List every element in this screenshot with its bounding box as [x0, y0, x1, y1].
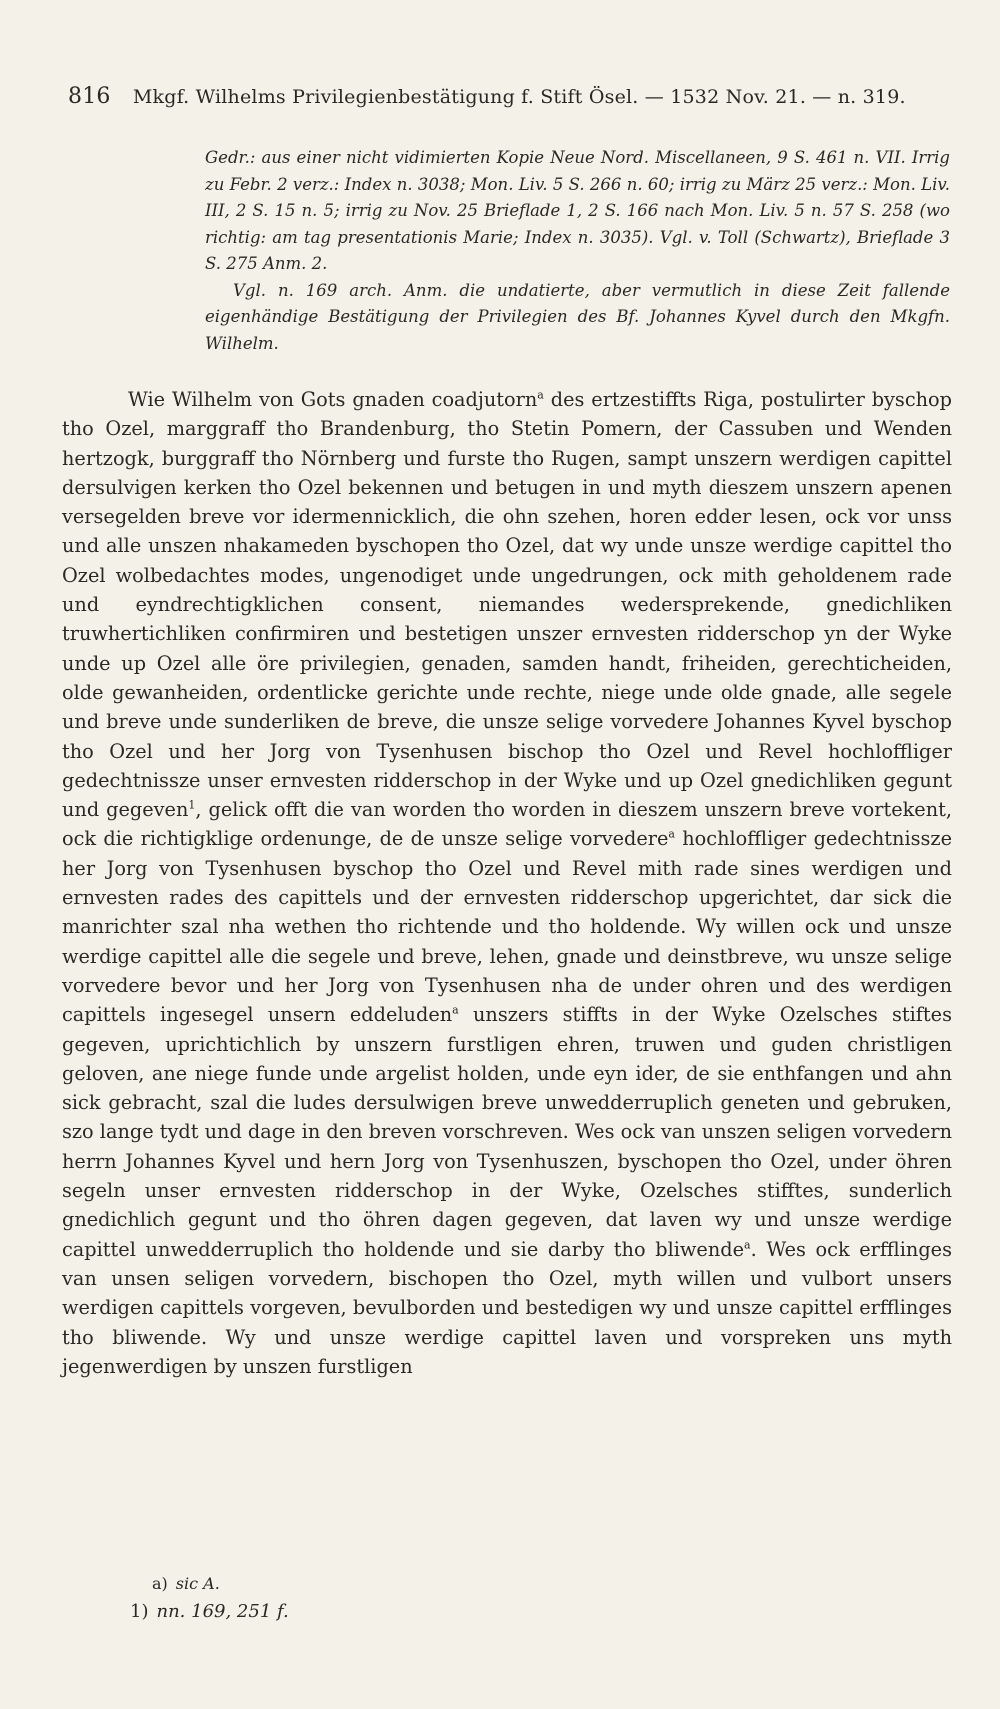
running-header	[68, 84, 908, 109]
text-segment: Wie Wilhelm von Gots gnaden coadjutorn	[128, 388, 538, 411]
textual-note-marker: a	[452, 1003, 459, 1017]
textual-note-marker: a	[744, 1238, 751, 1252]
editorial-apparatus	[205, 145, 950, 357]
footnote-1	[130, 1598, 852, 1626]
footnote-text: nn. 169, 251 f.	[156, 1601, 289, 1622]
text-segment: des ertzestiffts Riga, postulirter byschop tho Ozel, marggraff tho Brandenburg, tho Stetin Pomern, der Cassuben und Wenden hertzogk, burggraff tho Nörnberg und furste tho Rugen, sampt unszern werdigen capittel dersulvigen kerken tho Ozel bekennen und betugen in und myth dieszem unszern apenen versegelden breve vor idermennicklich, die ohn szehen, horen edder lesen, ock vor unss und alle unszen nhakameden byschopen tho Ozel, dat wy unde unsze werdige capittel tho Ozel wolbedachtes modes, ungenodiget unde ungedrungen, ock mith geholdenem rade und eyndrechtigklichen consent, niemandes wedersprekende, gnedichliken truwhertichliken confirmiren und bestetigen unszer ernvesten ridderschop yn der Wyke unde up Ozel alle öre privilegien, genaden, samden handt, friheiden, gerechticheiden, olde gewanheiden, ordentlicke gerichte unde rechte, niege unde olde gnade, alle segele und breve unde sunderliken de breve, die unsze selige vorvedere Johannes Kyvel byschop tho Ozel und her Jorg von Tysenhusen bischop tho Ozel und Revel hochloffliger gedechtnissze unser ernvesten ridderschop in der Wyke und up Ozel gnedichliken gegunt und gegeven	[62, 388, 952, 822]
running-title: Mkgf. Wilhelms Privilegienbestätigung f. Stift Ösel. — 1532 Nov. 21. — n. 319.	[132, 86, 906, 108]
footnote-marker: 1)	[130, 1601, 149, 1622]
document-body	[62, 385, 952, 1381]
charter-text	[62, 385, 952, 1381]
text-segment: , gelick offt die van worden tho worden in dieszem unszern breve vortekent, ock die richtigklige ordenunge, de de unsze selige vorvedere	[62, 798, 952, 851]
footnote-a	[152, 1570, 852, 1598]
apparatus-print-note: Gedr.: aus einer nicht vidimierten Kopie Neue Nord. Miscellaneen, 9 S. 461 n. VII. Irrig zu Febr. 2 verz.: Index n. 3038; Mon. Liv. 5 S. 266 n. 60; irrig zu März 25 verz.: Mon. Liv. III, 2 S. 15 n. 5; irrig zu Nov. 25 Brieflade 1, 2 S. 166 nach Mon. Liv. 5 n. 57 S. 258 (wo richtig: am tag presentationis Marie; Index n. 3035). Vgl. v. Toll (Schwartz), Brieflade 3 S. 275 Anm. 2.	[205, 148, 950, 273]
text-segment: unszers stiffts in der Wyke Ozelsches stiftes gegeven, uprichtichlich by unszern furstligen ehren, truwen und guden christligen geloven, ane niege funde unde argelist holden, unde eyn ider, de sie enthfangen und ahn sick gebracht, szal die ludes dersulwigen breve unwedderruplich geneten und gebruken, szo lange tydt und dage in den breven vorschreven. Wes ock van unszen seligen vorvedern herrn Johannes Kyvel und hern Jorg von Tysenhuszen, byschopen tho Ozel, under öhren segeln unser ernvesten ridderschop in der Wyke, Ozelsches stifftes, sunderlich gnedichlich gegunt und tho öhren dagen gegeven, dat laven wy und unsze werdige capittel unwedderruplich tho holdende und sie darby tho bliwende	[62, 1003, 952, 1261]
apparatus-comparison-note: Vgl. n. 169 arch. Anm. die undatierte, aber vermutlich in diese Zeit fallende eigenhändige Bestätigung der Privilegien des Bf. Johannes Kyvel durch den Mkgfn. Wilhelm.	[205, 280, 950, 353]
footnote-marker: a)	[152, 1574, 168, 1593]
footnote-text: sic A.	[175, 1574, 220, 1593]
textual-note-marker: a	[537, 388, 544, 402]
footnote-marker: 1	[188, 798, 196, 812]
footnotes	[130, 1570, 852, 1626]
textual-note-marker: a	[668, 828, 675, 842]
page-number: 816	[68, 84, 111, 109]
text-segment: hochloffliger gedechtnissze her Jorg von Tysenhusen byschop tho Ozel und Revel mith rade sines werdigen und ernvesten rades des capittels und der ernvesten ridderschop upgerichtet, dar sick die manrichter szal nha wethen tho richtende und tho holdende. Wy willen ock und unsze werdige capittel alle die segele und breve, lehen, gnade und deinstbreve, wu unsze selige vorvedere bevor und her Jorg von Tysenhusen nha de under ohren und des werdigen capittels ingesegel unsern eddeluden	[62, 827, 952, 1027]
text-segment: . Wes ock erfflinges van unsen seligen vorvedern, bischopen tho Ozel, myth willen und vulbort unsers werdigen capittels vorgeven, bevulborden und bestedigen wy und unsze capittel erfflinges tho bliwende. Wy und unsze werdige capittel laven und vorspreken uns myth jegenwerdigen by unszen furstligen	[62, 1237, 952, 1378]
